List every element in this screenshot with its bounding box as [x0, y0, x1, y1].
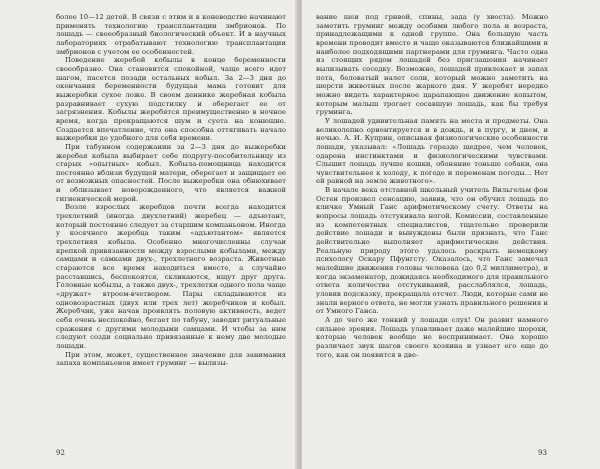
- paragraph: Возле взрослых жеребцов почти всегда находится трехлетний (иногда двухлетний) жеребец — адъютант, который постоянно следует за старшим компаньоном. Иногда у косячного жеребца таким «адъютантом» является трехлетняя кобыла. Особенно многочисленны случаи крепкой привязанности между взрослыми кобылами, между самцами и самками двух-, трехлетнего возраста. Животные стараются все время находиться вместе, а случайно расставшись, беспокоятся, скликаются, ищут друг друга. Головные кобылы, а также двух-, трехлетки одного пола чаще «дружат» втроем-вчетвером. Пары складываются из одновозрастных (двух или трех лет) жеребчиков и кобыл. Жеребчик, уже начав проявлять половую активность, ведет себя очень неспокойно, бегает по табуну, заводит ритуальные сражения с другими молодыми самцами. И чтобы за ним следуют созди социально привязанные к нему две молодые лошади.: [56, 203, 286, 350]
- paragraph: А до чего же тонкий у лошади слух! Он развит намного сильнее зрения. Лошадь улавливает даже малейшие шорохи, которые человек вообще не воспринимает. Она хорошо различает звук шагов своего хозяина и узнает его еще до того, как он появится в две-: [316, 315, 548, 359]
- left-page-text: [56, 13, 286, 368]
- paragraph: У лошадей удивительная память на места и предметы. Она великолепно ориентируется и в дождь, и в пургу, и днем, и ночью. А. И. Куприн, описывая физиологические особенности лошади, указывал: «Лошадь гораздо щедрее, чем человек, одарена инстинктами и физиологическими чувствами. Слышит лошадь лучше кошки, обоняние тоньше собаки, она чувствительнее к холоду, к погоде и переменам погоды... Нет ей равной на земле животного».: [316, 116, 548, 186]
- paragraph: В начале века отставной школьный учитель Вильгельм фон Остен произвел сенсацию, заявив, что он обучил лошадь по кличке Умный Ганс арифметическому счету. Ответы на вопросы лошадь отстукивала ногой. Комиссии, составленные из компетентных специалистов, тщательно проверили действие лошади и вынуждены были признать, что Ганс действительно выполняет арифметические действия. Реальную природу этого удалось раскрыть немецкому психологу Оскару Пфунгсту. Оказалось, что Ганс замечал малейшие движения головы человека (до 0,2 миллиметра), и когда экзаменатор, дожидаясь необходимого для правильного ответа количества отстукиваний, расслаблялся, лошадь, уловив подсказку, прекращала отсчет. Люди, которые сами не знали верного ответа, не могли узнать правильного решения и от Умного Ганса.: [316, 186, 548, 316]
- page-number: 93: [538, 449, 547, 457]
- left-page: [0, 0, 298, 469]
- paragraph: более 10—12 детей. В связи с этим и в коневодстве начинают применять технологию трансплантации эмбрионов. По лошадь — своеобразный биологический объект. И в научных лабораториях отрабатывают технологию трансплантации эмбрионов с учетом ее особенностей.: [56, 13, 286, 56]
- paragraph: При этом, может, существенное значение для занимания запаха компаньонов имеет груминг — вылизы-: [56, 350, 286, 368]
- paragraph: При табунном содержании за 2—3 дня до выжеребки жеребая кобыла выбирает себе подругу-пособительницу из старых «опытных» кобыл. Кобыла-помощница находится постоянно вблизи будущей матери, оберегает и защищает ее от возможных опасностей. После выжеребки она обнюхивает и облизывает новорожденного, что является важной гигиенической мерой.: [56, 142, 286, 203]
- paragraph: вание шеи под гривой, спины, зада (у хвоста). Можно заметить груминг между особями любого пола и возраста, принадлежащими к одной группе. Она большую часть времени проводит вместе и чаще оказываются ближайшими и наиболее подходящими партнерами для груминга. Часто одна из стоящих рядом лошадей без приглашения начинает вылизывать соседку. Возможно, лошадей привлекает и запах пота, беловатый налет соли, который можно заметить на шерсти животных после жаркого дня. У жеребят нередко можно видеть характерное царапающее движение копытом, которым малыш трогает сосавшую лошадь, как бы требуя груминга.: [316, 13, 548, 117]
- page-number: 92: [56, 449, 65, 457]
- paragraph: Поведение жеребой кобылы в конце беременности своеобразно. Она становится спокойной, чаще всего идет шагом, пасется позади остальных кобыл. За 2—3 дня до окончания беременности будущая мама готовит для выжеребки сухое ложе. В своем деннике жеребная кобыла разравнивает сухую подстилку и оберегает ее от загрязнения. Кобылы жеребятся преимущественно в ночное время, когда прекращаются шум и суета на конюшне. Создается впечатление, что она способна оттягивать начало выжеребки до удобного для себя времени.: [56, 56, 286, 143]
- right-page: [302, 0, 600, 469]
- right-page-text: [316, 13, 548, 359]
